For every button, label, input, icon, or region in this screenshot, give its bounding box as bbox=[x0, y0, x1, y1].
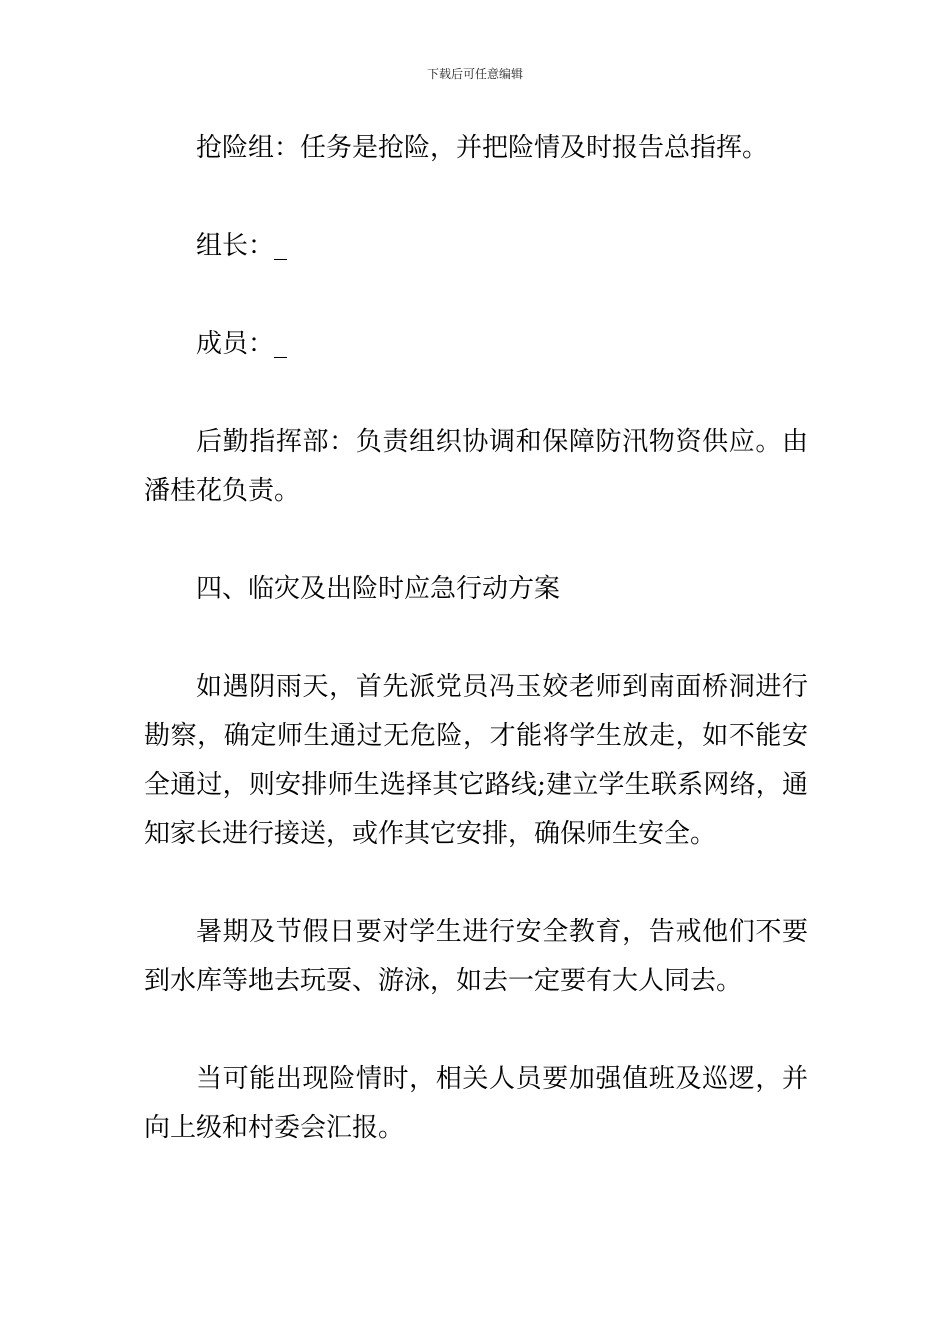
paragraph-logistics: 后勤指挥部：负责组织协调和保障防汛物资供应。由潘桂花负责。 bbox=[144, 427, 808, 506]
document-body bbox=[144, 124, 808, 1202]
paragraph-holiday-safety: 暑期及节假日要对学生进行安全教育，告戒他们不要到水库等地去玩耍、游泳，如去一定要有大人同去。 bbox=[144, 917, 808, 996]
paragraph-danger-report: 当可能出现险情时，相关人员要加强值班及巡逻，并向上级和村委会汇报。 bbox=[144, 1064, 808, 1143]
section-heading-emergency-plan: 四、临灾及出险时应急行动方案 bbox=[196, 574, 561, 604]
paragraph-rescue-team: 抢险组：任务是抢险，并把险情及时报告总指挥。 bbox=[196, 133, 769, 163]
paragraph-rainy-day: 如遇阴雨天，首先派党员冯玉姣老师到南面桥洞进行勘察，确定师生通过无危险，才能将学生放走，如不能安全通过，则安排师生选择其它路线;建立学生联系网络，通知家长进行接送，或作其它安排，确保师生安全。 bbox=[144, 672, 808, 849]
page-header: 下载后可任意编辑 bbox=[426, 67, 523, 81]
paragraph-team-leader: 组长：_ bbox=[196, 231, 288, 261]
paragraph-team-members: 成员：_ bbox=[196, 329, 288, 359]
